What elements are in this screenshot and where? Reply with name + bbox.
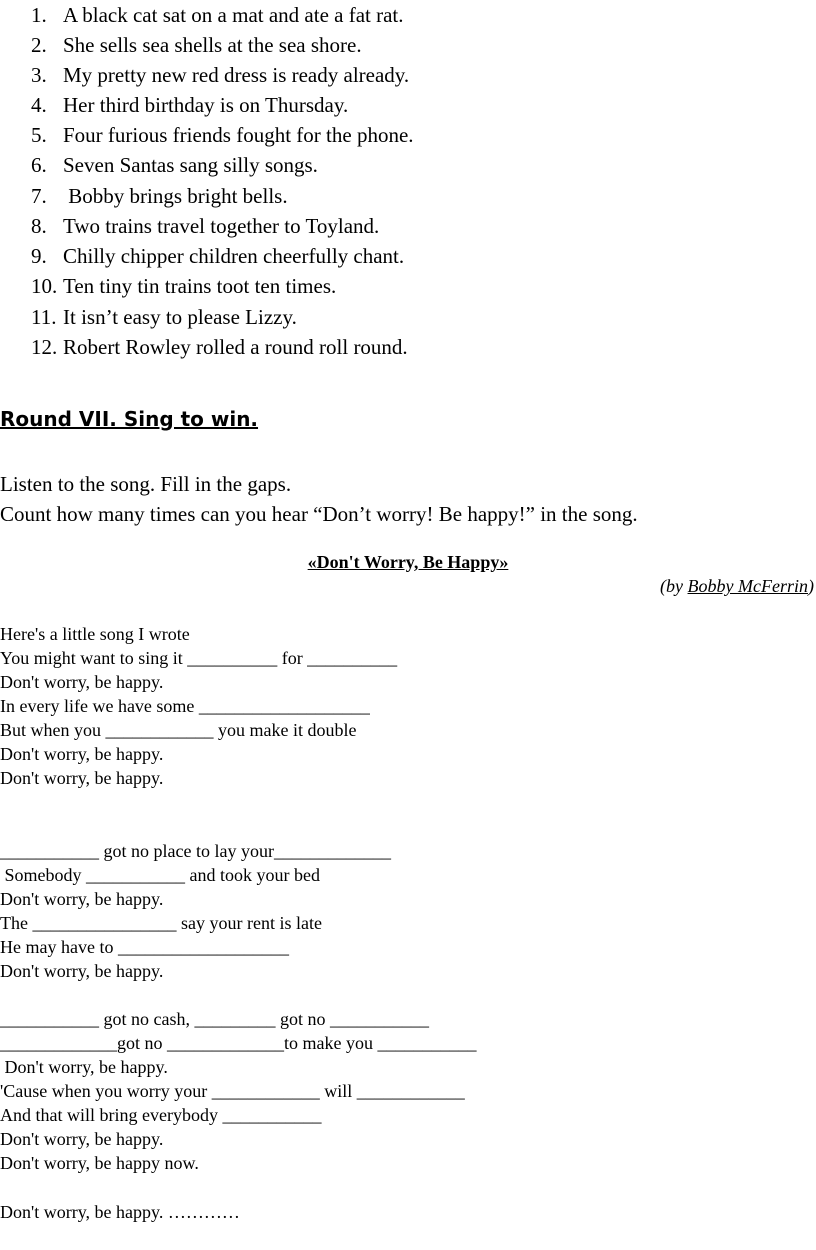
list-item-text: My pretty new red dress is ready already. [63,63,410,87]
list-item-text: Ten tiny tin trains toot ten times. [63,274,337,298]
lyric-line: ___________ got no cash, _________ got no ___________ [0,1009,429,1029]
byline-prefix: (by [660,576,688,596]
list-item-text: She sells sea shells at the sea shore. [63,33,362,57]
lyric-line: Don't worry, be happy. [0,768,164,788]
lyric-line: Somebody ___________ and took your bed [0,865,320,885]
lyric-line: The ________________ say your rent is late [0,913,322,933]
lyric-line: Don't worry, be happy. [0,961,164,981]
song-author: Bobby McFerrin [687,576,808,596]
lyric-line: And that will bring everybody ___________ [0,1105,322,1125]
round-heading: Round VII. Sing to win. [0,407,259,431]
list-item-number: 3. [31,63,47,87]
lyric-line: Don't worry, be happy. ………… [0,1202,240,1222]
lyric-line: Don't worry, be happy now. [0,1153,199,1173]
instruction-line: Count how many times can you hear “Don’t worry! Be happy!” in the song. [0,502,638,526]
song-byline [660,574,814,598]
list-item-number: 1. [31,3,47,27]
list-item-text: A black cat sat on a mat and ate a fat rat. [63,3,404,27]
lyric-line: _____________got no _____________to make you ___________ [0,1033,477,1053]
list-item-text: Seven Santas sang silly songs. [63,153,318,177]
lyric-line: He may have to ___________________ [0,937,289,957]
lyric-line: You might want to sing it __________ for __________ [0,648,398,668]
list-item-number: 9. [31,244,47,268]
list-item-number: 11. [31,305,57,329]
list-item-number: 10. [31,274,58,298]
lyric-line: Don't worry, be happy. [0,672,164,692]
list-item-text: Two trains travel together to Toyland. [63,214,380,238]
list-item-number: 12. [31,335,58,359]
lyric-line: But when you ____________ you make it double [0,720,357,740]
lyric-line: Don't worry, be happy. [0,889,164,909]
byline-suffix: ) [808,576,814,596]
list-item-text: Four furious friends fought for the phone. [63,123,414,147]
lyric-line: 'Cause when you worry your ____________ will ____________ [0,1081,465,1101]
list-item-text: Bobby brings bright bells. [63,184,288,208]
lyric-line: ___________ got no place to lay your_____________ [0,841,391,861]
lyric-line: Don't worry, be happy. [0,1057,168,1077]
list-item-number: 2. [31,33,47,57]
instruction-line: Listen to the song. Fill in the gaps. [0,472,292,496]
list-item-number: 4. [31,93,47,117]
list-item-number: 7. [31,184,47,208]
list-item-text: Chilly chipper children cheerfully chant. [63,244,405,268]
lyric-line: In every life we have some ___________________ [0,696,370,716]
list-item-number: 8. [31,214,47,238]
list-item-text: Her third birthday is on Thursday. [63,93,349,117]
list-item-number: 6. [31,153,47,177]
lyric-line: Don't worry, be happy. [0,1129,164,1149]
song-title: «Don't Worry, Be Happy» [307,552,509,572]
lyric-line: Here's a little song I wrote [0,624,190,644]
list-item-text: It isn’t easy to please Lizzy. [63,305,297,329]
list-item-text: Robert Rowley rolled a round roll round. [63,335,408,359]
lyric-line: Don't worry, be happy. [0,744,164,764]
list-item-number: 5. [31,123,47,147]
